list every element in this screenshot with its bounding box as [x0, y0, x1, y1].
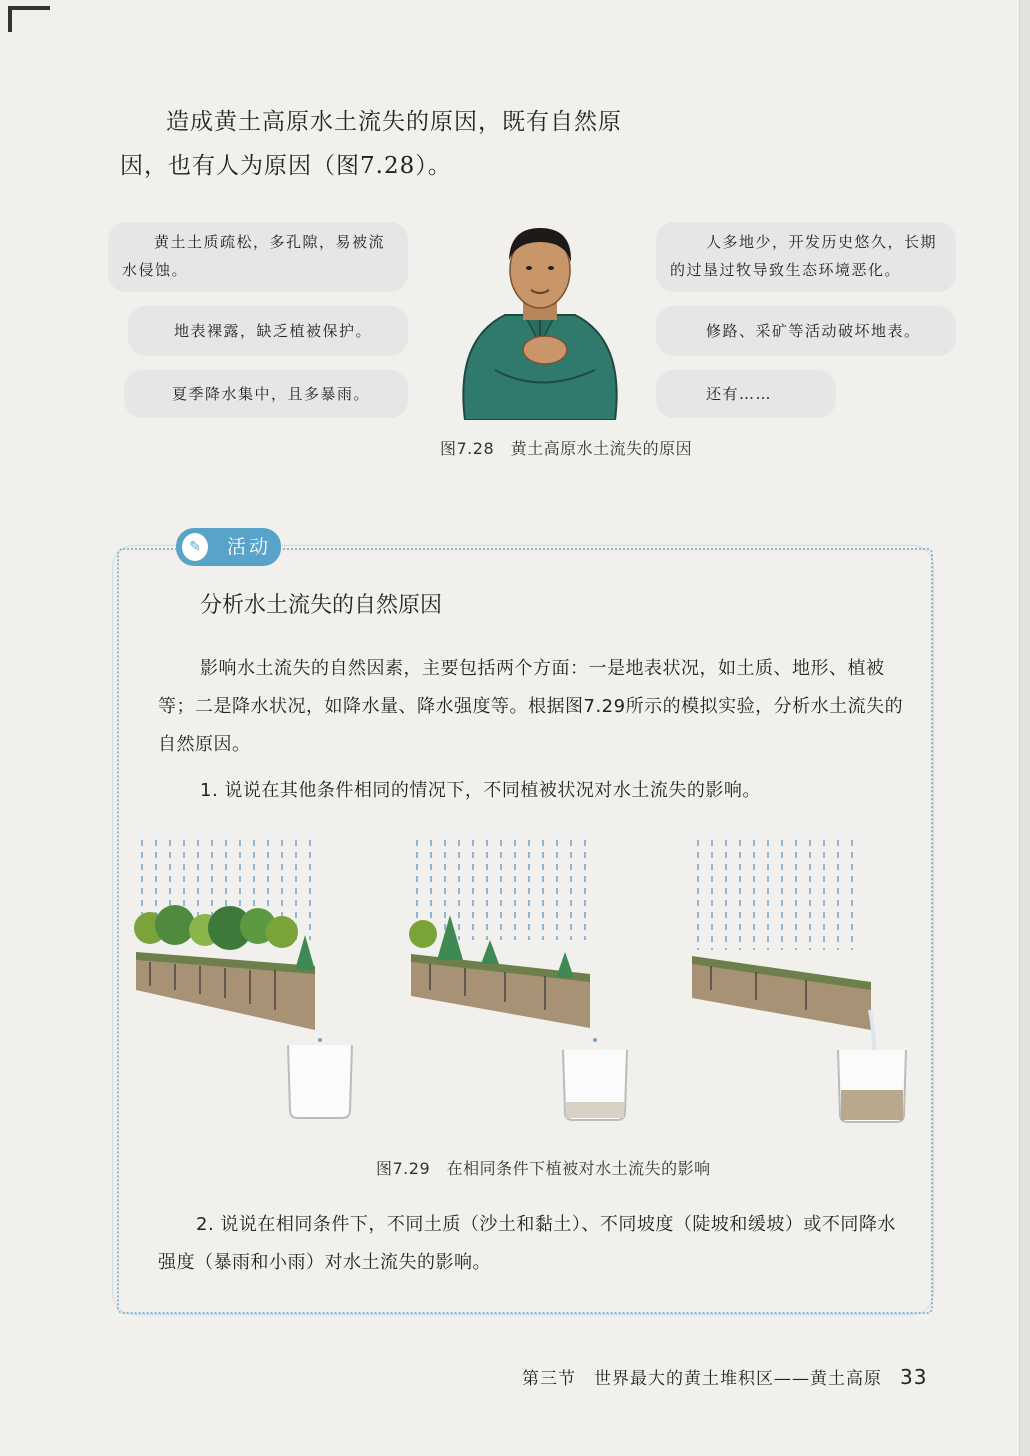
activity-paragraph: 影响水土流失的自然因素，主要包括两个方面：一是地表状况，如土质、地形、植被等；二是降水状况，如降水量、降水强度等。根据图7.29所示的模拟实验，分析水土流失的自然原因。 [158, 658, 904, 755]
bubble-left-1: 黄土土质疏松，多孔隙，易被流水侵蚀。 [108, 222, 408, 292]
experiment-sparse-vegetation [405, 840, 635, 1130]
question-2: 2. 说说在相同条件下，不同土质（沙土和黏土）、不同坡度（陡坡和缓坡）或不同降水强度（暴雨和小雨）对水土流失的影响。 [158, 1214, 896, 1273]
bubble-right-3: 还有…… [656, 370, 836, 418]
activity-title: 分析水土流失的自然原因 [200, 593, 443, 618]
question-1: 1. 说说在其他条件相同的情况下，不同植被状况对水土流失的影响。 [200, 780, 761, 801]
page-edge [1019, 0, 1030, 1456]
intro-text [120, 100, 680, 188]
page-footer [522, 1364, 927, 1389]
figure-7-28-caption: 图7.28 黄土高原水土流失的原因 [440, 439, 693, 458]
corner-mark-vertical [8, 6, 12, 32]
page-number: 33 [900, 1365, 928, 1389]
figure-7-29-caption: 图7.29 在相同条件下植被对水土流失的影响 [376, 1159, 711, 1178]
intro-line-2: 因，也有人为原因（图7.28）。 [120, 153, 452, 179]
activity-badge: ✎ 活动 [176, 528, 281, 566]
experiment-dense-vegetation [130, 840, 360, 1130]
activity-tag-icon: ✎ [182, 533, 208, 561]
bubble-right-2: 修路、采矿等活动破坏地表。 [656, 306, 956, 356]
bubble-left-2: 地表裸露，缺乏植被保护。 [128, 306, 408, 356]
bubble-left-3: 夏季降水集中，且多暴雨。 [124, 370, 408, 418]
corner-mark [8, 6, 50, 10]
bubble-right-1: 人多地少，开发历史悠久，长期的过垦过牧导致生态环境恶化。 [656, 222, 956, 292]
footer-section-title: 第三节 世界最大的黄土堆积区——黄土高原 [522, 1369, 882, 1389]
student-illustration [455, 220, 625, 420]
experiment-bare-surface [686, 840, 916, 1130]
intro-line-1: 造成黄土高原水土流失的原因，既有自然原 [166, 109, 622, 135]
